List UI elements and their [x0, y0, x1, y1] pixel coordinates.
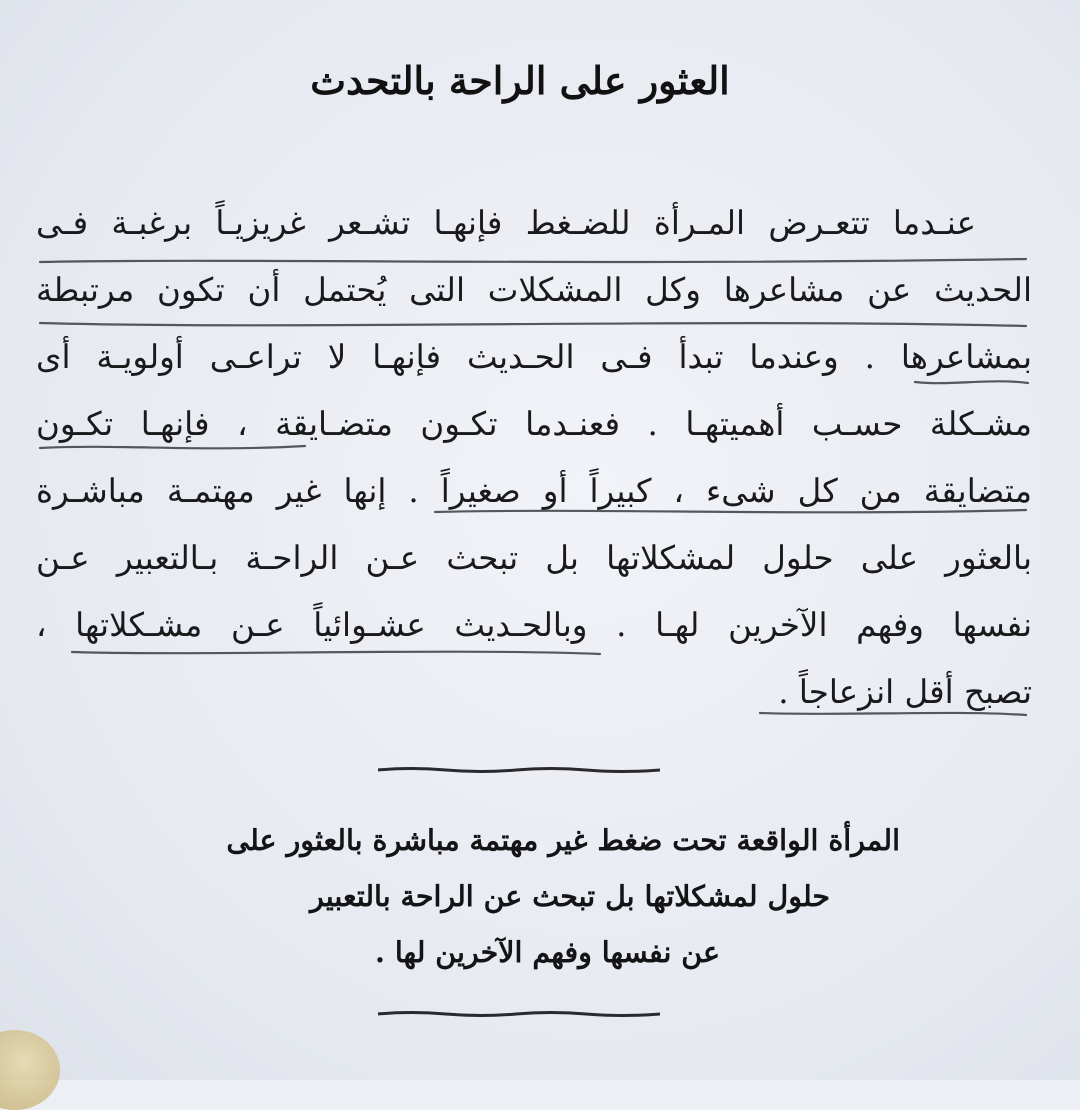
pull-quote — [140, 812, 900, 980]
quote-line: المرأة الواقعة تحت ضغط غير مهتمة مباشرة بالعثور على — [226, 823, 900, 857]
paragraph-line: بالعثور على حلول لمشكلاتها بل تبحث عـن الراحـة بـالتعبير عـن — [36, 539, 1032, 577]
ornament-divider — [376, 1011, 662, 1017]
main-paragraph — [36, 190, 1032, 726]
quote-line: عن نفسها وفهم الآخرين لها . — [375, 935, 720, 969]
quote-line: حلول لمشكلاتها بل تبحث عن الراحة بالتعبير — [310, 879, 830, 913]
paragraph-line: تصبح أقل انزعاجاً . — [778, 673, 1032, 711]
paragraph-line: متضايقة من كل شىء ، كبيراً أو صغيراً . إنها غير مهتمـة مباشـرة — [36, 472, 1032, 510]
paragraph-line: نفسها وفهم الآخرين لهـا . وبالحـديث عشـوائياً عـن مشـكلاتها ، — [36, 606, 1032, 644]
paragraph-line: بمشاعرها . وعندما تبدأ فـى الحـديث فإنهـا لا تراعـى أولويـة أى — [36, 338, 1032, 376]
paragraph-line: عنـدما تتعـرض المـرأة للضـغط فإنهـا تشـعر غريزيـاً برغبـة فـى — [36, 204, 976, 242]
thumb-edge — [0, 1030, 60, 1110]
paragraph-line: الحديث عن مشاعرها وكل المشكلات التى يُحتمل أن تكون مرتبطة — [36, 271, 1032, 309]
paragraph-line: مشـكلة حسـب أهميتهـا . فعنـدما تكـون متضـايقة ، فإنهـا تكـون — [36, 405, 1032, 443]
ornament-divider — [376, 767, 662, 773]
page-title: العثور على الراحة بالتحدث — [310, 58, 730, 103]
